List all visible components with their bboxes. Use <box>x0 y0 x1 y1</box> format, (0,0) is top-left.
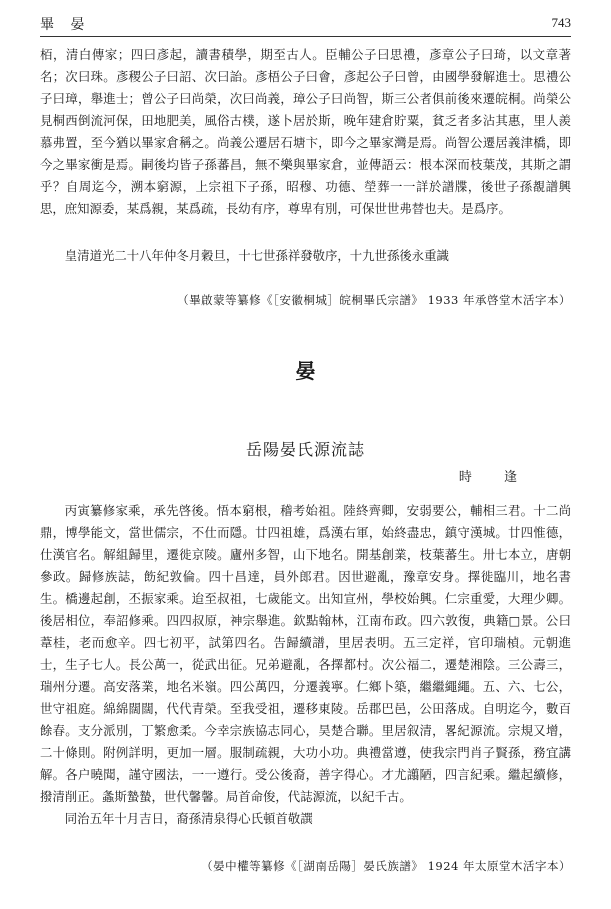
preface-date-line: 皇清道光二十八年仲冬月穀旦，十七世孫祥發敬序，十九世孫後永重識 <box>64 248 449 263</box>
article-source-citation: （晏中權等纂修《［湖南岳陽］晏氏族譜》 1924 年太原堂木活字本） <box>201 859 571 873</box>
article-title: 岳陽晏氏源流誌 <box>245 440 365 459</box>
article-date-line: 同治五年十月吉日，裔孫清泉得心氏頓首敬譔 <box>64 811 313 826</box>
section-heading-surname: 晏 <box>295 359 316 383</box>
running-header <box>40 12 571 37</box>
running-title: 畢 晏 <box>40 17 91 33</box>
continued-preface-paragraph: 栢，清白傳家；四曰彥起，讀書積學，期至古人。臣輔公子曰思禮，彥章公子曰琦，以文章著名；次曰珠。彥稷公子曰詔、次曰詒。彥梧公子曰會，彥起公子曰曾，由國學發解進士。思禮公子曰璋，舉進士；曾公子曰尚榮，次曰尚義，璋公子曰尚智，斯三公者俱前後來遷皖桐。尚榮公見桐西倒流河保，田地肥美，風俗古樸，遂卜居於斯，晚年建倉貯粟，貧乏者多沾其惠，里人羨慕弗置，至今猶以畢家倉稱之。尚義公遷居石塘卞，即今之畢家灣是焉。尚智公遷居義津橋，即今之畢家衝是焉。嗣後均皆子孫蕃昌，無不樂與畢家倉，並傳語云：根本深而枝葉茂，其斯之謂乎？自周迄今，溯本窮源，上宗祖下子孫，昭穆、功德、塋葬一一詳於譜牒，後世子孫覩譜興思，庶知源委，某爲親，某爲疏，長幼有序，尊卑有別，可保世世弗替也夫。是爲序。 <box>40 47 571 216</box>
article-body-paragraph: 丙寅纂修家乘，承先啓後。悟本窮根，稽考始祖。陸終齊卿，安弱要公，輔相三君。十二尚鼎，博學能文，當世儒宗，不仕而隱。廿四祖雄，爲漢右軍，始終盡忠，鎮守漢城。廿四惟德，仕漢官名。解組歸里，遷徙京陵。廬州多智，山下地名。開基創業，枝葉蕃生。卅七本立，唐朝參政。歸修族誌，飭紀敦倫。四十昌達，員外郎君。因世避亂，豫章安身。擇徙臨川，地名書生。橋邊起創，丕振家乘。迨至叔祖，七歲能文。出知宣州，學校始興。仁宗重愛，大理少卿。後居相位，奉詔修乘。四四叔原，神宗舉進。欽點翰林，江南布政。四六敦復，典籍□景。公曰葦桂，老而愈辛。四七初平，試第四名。告歸續譜，里居表明。五三定祥，官印瑞楨。元朝進士，生子七人。長公萬一，從武出征。兄弟避亂，各擇都村。次公福二，遷楚湘陰。三公壽三，瑞州分遷。高安落業，地名米嶺。四公萬四，分遷義寧。仁鄉卜築，繼繼繩繩。五、六、七公，世守祖庭。綿綿闊闊，代代青榮。至我受祖，遷移東陵。岳郡巴邑，公田落成。自明迄今，數百餘春。支分派別，丁繁愈柔。今幸宗族協志同心，昊楚合聯。里居叙清，畧紀源流。宗規又增，二十條則。附例詳明，更加一層。服制疏親，大功小功。典禮當遵，使我宗門肖子賢孫，務宜講解。各户曉聞，謹守國法，一一遵行。受公後裔，善字得心。才尤譾陋，四言紀乘。繼起續修，撥清削正。螽斯蟄蟄，世代馨馨。局首命俊，代誌源流，以紀千古。 <box>40 503 571 804</box>
article-author: 時 逢 <box>458 470 531 485</box>
preface-source-citation: （畢啟蒙等纂修《［安徽桐城］皖桐畢氏宗譜》 1933 年承啓堂木活字本） <box>177 293 571 307</box>
page-number: 743 <box>551 15 571 30</box>
